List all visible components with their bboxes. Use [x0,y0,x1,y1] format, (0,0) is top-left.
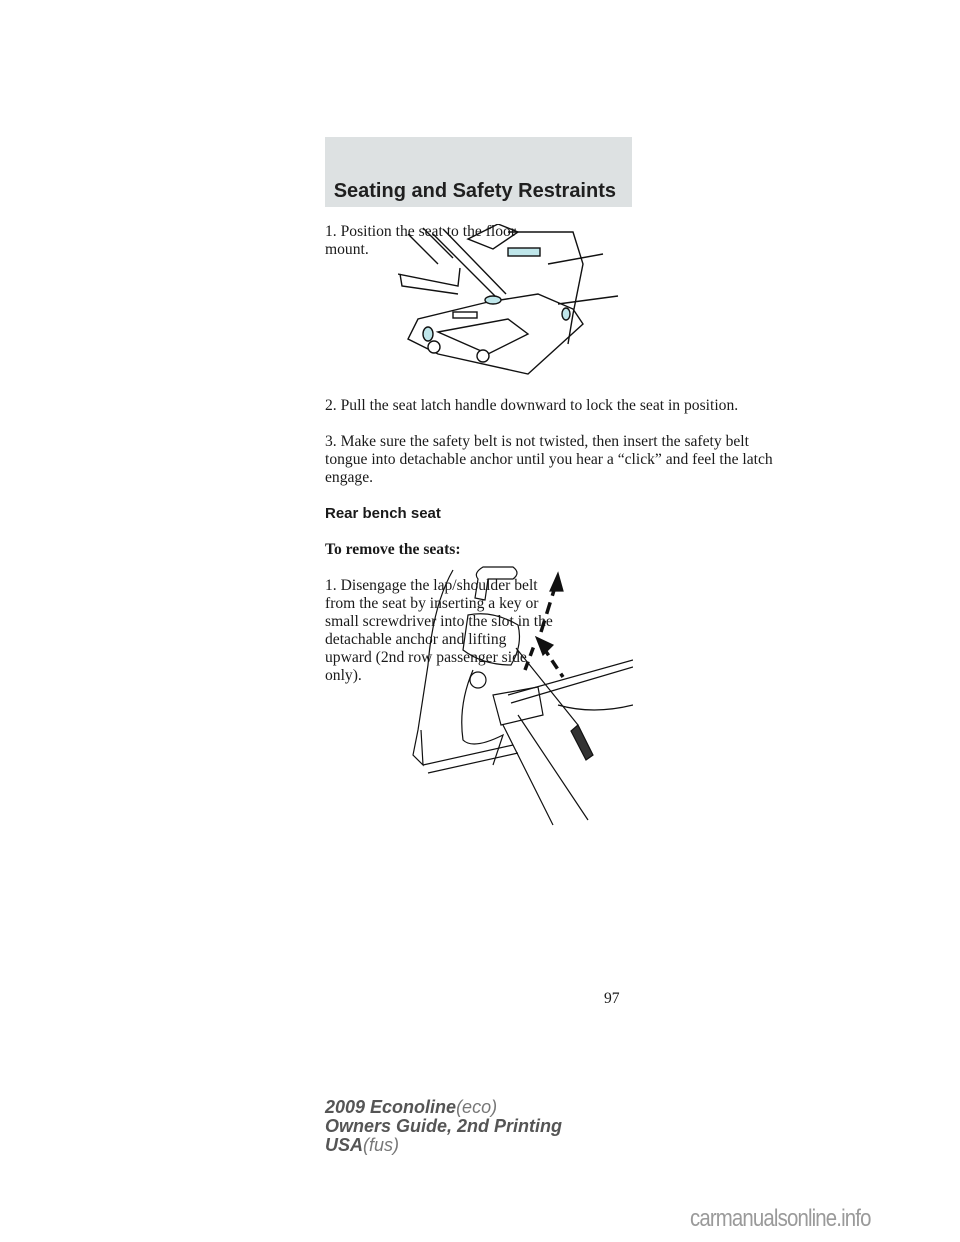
section-header-band [325,137,632,207]
section-title: Seating and Safety Restraints [333,180,616,202]
text-line: engage. [325,469,374,486]
text-line: detachable anchor and lifting [325,631,507,648]
text-line: 3. Make sure the safety belt is not twisted, then insert the safety belt [325,433,749,450]
rear-bench-heading: Rear bench seat [325,505,441,522]
text-line: only). [325,667,362,684]
seat-floor-mount-illustration [398,224,628,386]
footer-region: USA [325,1135,364,1155]
text-line: 2. Pull the seat latch handle downward to lock the seat in position. [325,397,739,414]
text-line: mount. [325,241,369,258]
install-step-2 [325,397,738,415]
document-footer [325,1098,562,1155]
install-step-3 [325,433,773,487]
watermark: carmanualsonline.info [690,1205,871,1232]
belt-anchor-removal-illustration [393,565,633,835]
page-number: 97 [604,990,620,1007]
text-line: upward (2nd row passenger side [325,649,527,666]
text-line: 1. Position the seat to the floor [325,223,517,240]
footer-region-code: (fus) [363,1135,400,1155]
footer-model: 2009 Econoline [325,1097,457,1117]
remove-seats-subheading: To remove the seats: [325,541,461,558]
text-line: from the seat by inserting a key or [325,595,539,612]
text-line: tongue into detachable anchor until you hear a “click” and feel the latch [325,451,773,468]
footer-guide: Owners Guide, 2nd Printing [325,1116,563,1136]
text-line: small screwdriver into the slot in the [325,613,553,630]
footer-model-code: (eco) [456,1097,498,1117]
text-line: 1. Disengage the lap/shoulder belt [325,577,538,594]
